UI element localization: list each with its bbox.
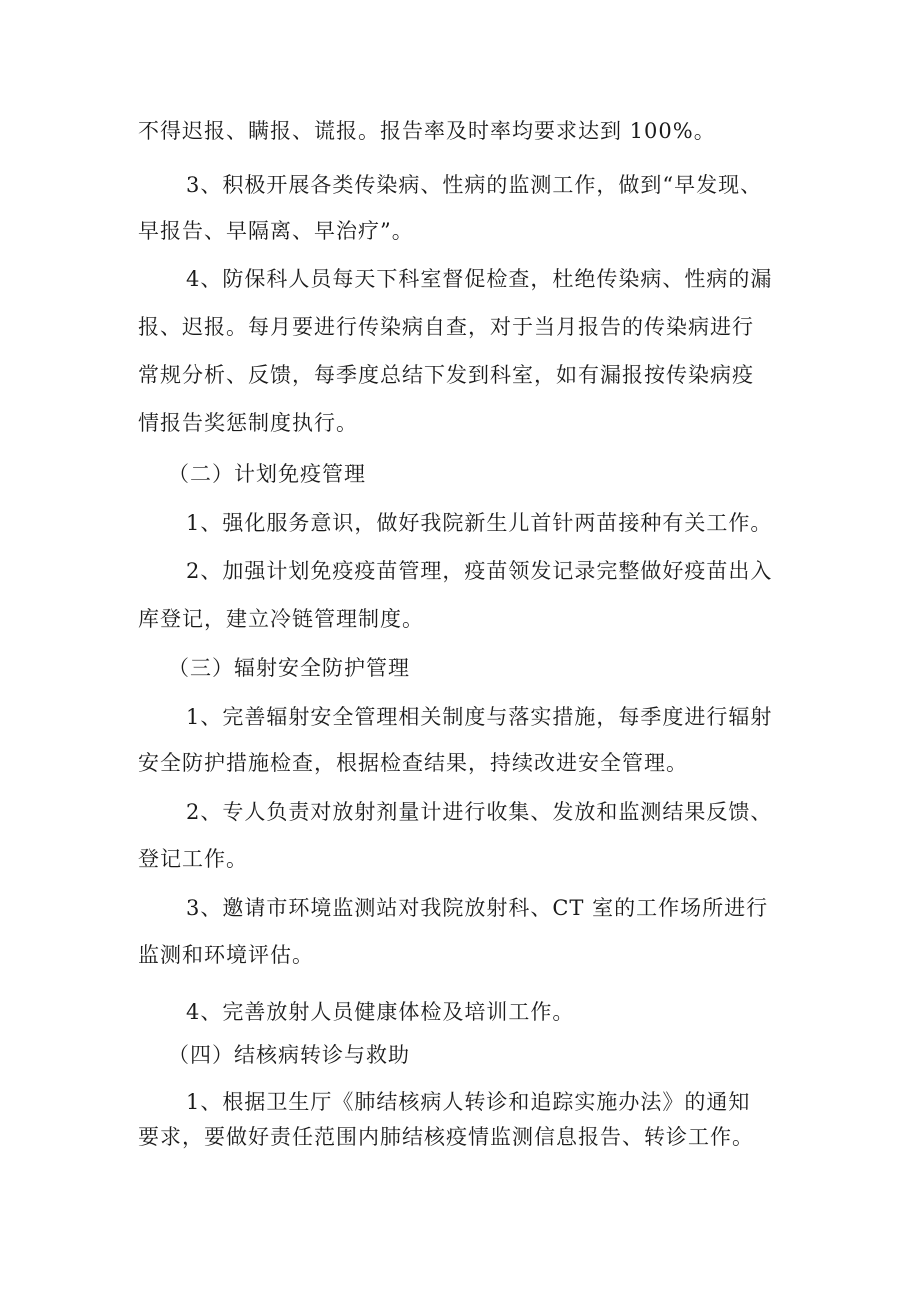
- paragraph-line: 库登记，建立冷链管理制度。: [138, 607, 424, 631]
- paragraph-line: 3、邀请市环境监测站对我院放射科、CT 室的工作场所进行: [186, 896, 769, 920]
- paragraph-line: 情报告奖惩制度执行。: [138, 411, 358, 435]
- paragraph-line: 监测和环境评估。: [138, 943, 314, 967]
- paragraph-line: 安全防护措施检查，根据检查结果，持续改进安全管理。: [138, 751, 688, 775]
- section-heading: （二）计划免疫管理: [168, 462, 366, 486]
- paragraph-line: 3、积极开展各类传染病、性病的监测工作，做到“早发现、: [186, 173, 763, 197]
- paragraph-line: 要求，要做好责任范围内肺结核疫情监测信息报告、转诊工作。: [138, 1125, 754, 1149]
- paragraph-line: 1、强化服务意识，做好我院新生儿首针两苗接种有关工作。: [186, 511, 773, 535]
- paragraph-line: 报、迟报。每月要进行传染病自查，对于当月报告的传染病进行: [138, 315, 754, 339]
- paragraph-line: 不得迟报、瞒报、谎报。报告率及时率均要求达到 100%。: [138, 119, 716, 143]
- section-heading: （四）结核病转诊与救助: [168, 1043, 410, 1067]
- paragraph-line: 2、专人负责对放射剂量计进行收集、发放和监测结果反馈、: [186, 800, 773, 824]
- paragraph-line: 4、防保科人员每天下科室督促检查，杜绝传染病、性病的漏: [186, 267, 773, 291]
- paragraph-line: 1、完善辐射安全管理相关制度与落实措施，每季度进行辐射: [186, 705, 773, 729]
- paragraph-line: 2、加强计划免疫疫苗管理，疫苗领发记录完整做好疫苗出入: [186, 559, 773, 583]
- paragraph-line: 4、完善放射人员健康体检及培训工作。: [186, 1000, 575, 1024]
- section-heading: （三）辐射安全防护管理: [168, 656, 410, 680]
- paragraph-line: 1、根据卫生厅《肺结核病人转诊和追踪实施办法》的通知: [186, 1090, 751, 1114]
- paragraph-line: 早报告、早隔离、早治疗”。: [138, 219, 414, 243]
- paragraph-line: 常规分析、反馈，每季度总结下发到科室，如有漏报按传染病疫: [138, 363, 754, 387]
- paragraph-line: 登记工作。: [138, 847, 248, 871]
